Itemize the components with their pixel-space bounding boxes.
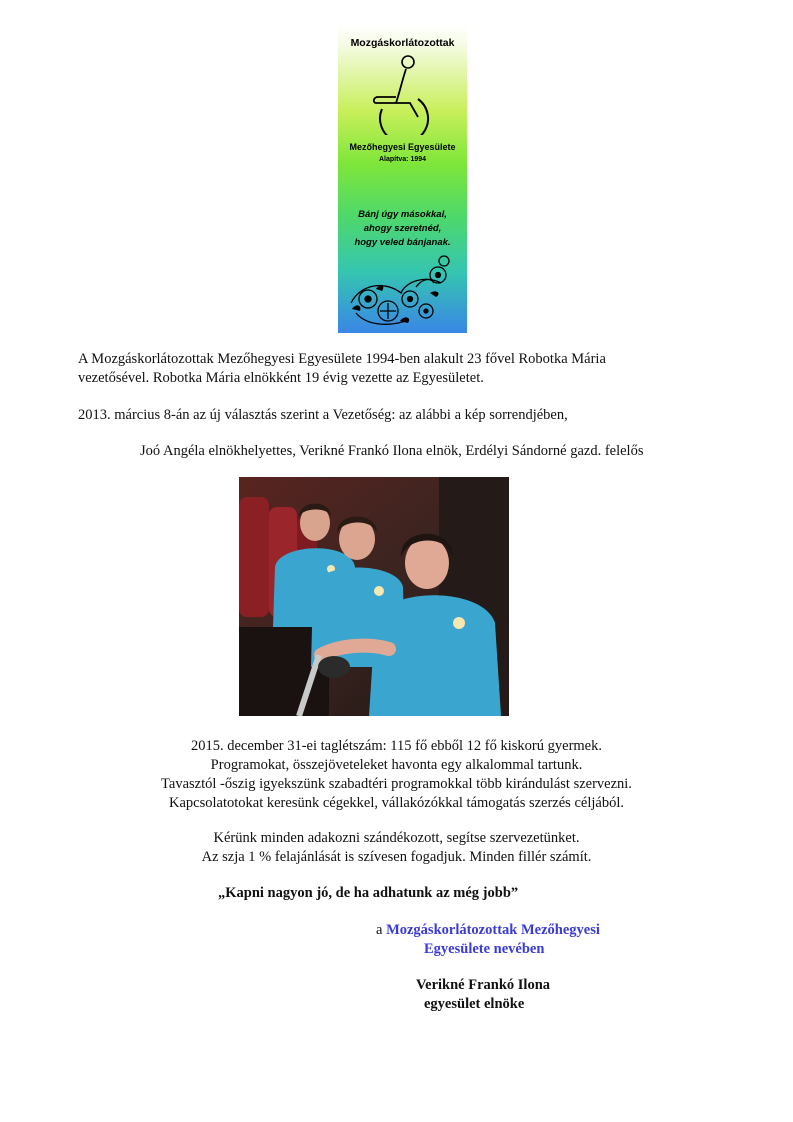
signature-org [376,921,676,959]
donation-line: Az szja 1 % felajánlását is szívesen fogadjuk. Minden fillér számít. [201,849,592,865]
org-name-line: Egyesülete nevében [424,941,545,957]
intro-line: vezetősével. Robotka Mária elnökként 19 évig vezette az Egyesületet. [78,370,484,386]
officers-text: Joó Angéla elnökhelyettes, Verikné Frankó Ilona elnök, Erdélyi Sándorné gazd. felelős [140,443,644,459]
info-line: 2015. december 31-ei taglétszám: 115 fő ebből 12 fő kiskorú gyermek. [191,738,602,754]
association-logo [338,25,467,333]
info-line: Tavasztól -őszig igyekszünk szabadtéri programokkal több kirándulást szervezni. [161,776,632,792]
photo-illustration [239,477,509,716]
wheelchair-icon [368,55,438,135]
motto-line: ahogy szeretnéd, [363,223,442,234]
election-text: 2013. március 8-án az új választás szerint a Vezetőség: az alábbi a kép sorrendjében, [78,407,568,423]
intro-paragraph [78,350,718,388]
motto-line: Bánj úgy másokkal, [358,209,447,220]
signer-name: Verikné Frankó Ilona [416,977,551,993]
donation-request [0,829,793,867]
org-name-line: Mozgáskorlátozottak Mezőhegyesi [386,922,600,938]
info-line: Programokat, összejöveteleket havonta egy alkalommal tartunk. [210,757,583,773]
membership-info [0,737,793,813]
signer-role: egyesület elnöke [424,996,525,1012]
logo-subtitle: Mezőhegyesi Egyesülete [349,142,456,152]
intro-line: A Mozgáskorlátozottak Mezőhegyesi Egyesülete 1994-ben alakult 23 fővel Robotka Mária [78,351,606,367]
motto-line: hogy veled bánjanak. [354,237,451,248]
donation-line: Kérünk minden adakozni szándékozott, segítse szervezetünket. [213,830,580,846]
logo-motto [338,208,467,250]
logo-founded: Alapítva: 1994 [378,156,427,163]
flowers-icon [346,253,456,331]
signature-prefix: a [376,922,383,938]
signature-block [416,976,676,1014]
logo-title: Mozgáskorlátozottak [350,37,455,49]
leadership-photo [239,477,509,716]
info-line: Kapcsolatotokat keresünk cégekkel, vállakózókkal támogatás szerzés céljából. [169,795,624,811]
quote-text: „Kapni nagyon jó, de ha adhatunk az még jobb” [218,885,519,901]
